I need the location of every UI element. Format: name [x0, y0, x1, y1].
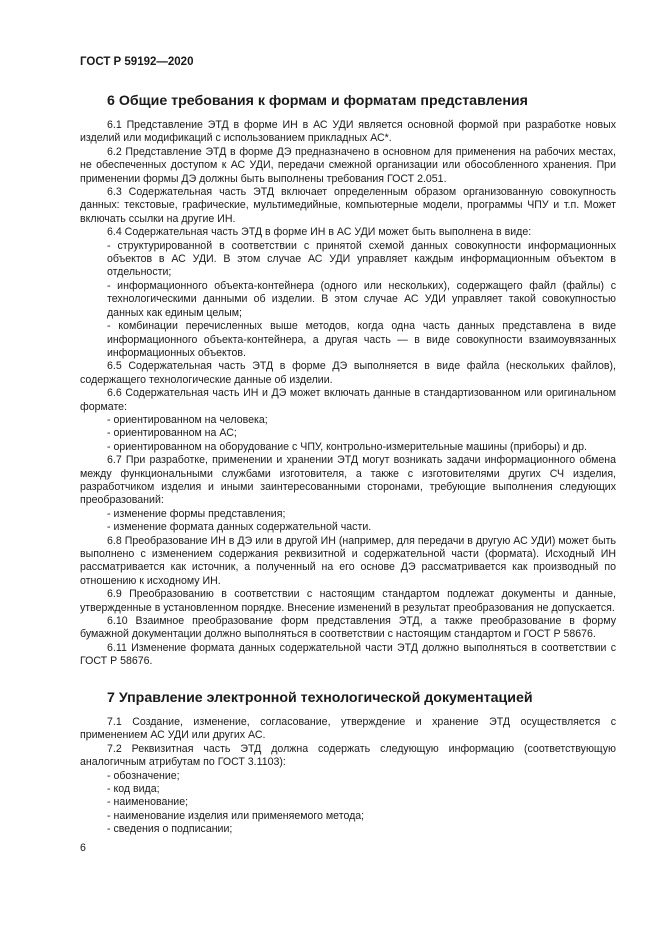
list-item: - ориентированном на человека; — [107, 413, 268, 426]
page-number: 6 — [80, 842, 86, 854]
list-item: - обозначение; — [107, 769, 180, 782]
document-code: ГОСТ Р 59192—2020 — [80, 56, 194, 68]
paragraph: 6.6 Содержательная часть ИН и ДЭ может включать данные в стандартизованном или оригинальном формате: — [80, 387, 616, 413]
list-item: - структурированной в соответствии с принятой схемой данных совокупности информационных объектов в АС УДИ. В этом случае АС УДИ управляет каждым информационным объектом в отдельности; — [107, 239, 616, 279]
list-item: - изменение формата данных содержательной части. — [107, 521, 372, 534]
list-item: - сведения о подписании; — [107, 823, 233, 836]
paragraph: 6.1 Представление ЭТД в форме ИН в АС УДИ является основной формой при разработке новых изделий или модификаций с использованием прикладных АС*. — [80, 119, 616, 145]
list-item: - код вида; — [107, 783, 160, 796]
section-6-body — [80, 119, 616, 669]
paragraph: 6.7 При разработке, применении и хранении ЭТД могут возникать задачи информационного обмена между функциональными службами изготовителя, а также с изготовителями других СЧ изделия, разработчиком изделия и иными заинтересованными сторонами, требующие выполнения следующих преобразований: — [80, 454, 616, 507]
section-6 — [80, 92, 616, 669]
paragraph: 6.8 Преобразование ИН в ДЭ или в другой ИН (например, для передачи в другую АС УДИ) может быть выполнено с изменением содержания реквизитной и содержательной части (формата). Исходный ИН рассматривается как источник, а полученный на его основе ДЭ рассматривается как производный по отношению к исходному ИН. — [80, 534, 616, 587]
list-item: - изменение формы представления; — [107, 507, 286, 520]
section-6-title: 6 Общие требования к формам и форматам представления — [107, 93, 528, 109]
paragraph: 6.11 Изменение формата данных содержательной части ЭТД должно выполняться в соответствии с ГОСТ Р 58676. — [80, 641, 616, 668]
paragraph: 7.1 Создание, изменение, согласование, утверждение и хранение ЭТД осуществляется с применением АС УДИ или других АС. — [80, 716, 616, 742]
paragraph: 6.5 Содержательная часть ЭТД в форме ДЭ выполняется в виде файла (нескольких файлов), содержащего технологические данные об изделии. — [80, 360, 616, 386]
list-item: - информационного объекта-контейнера (одного или нескольких), содержащего файл (файлы) с технологическими данными об изделии. В этом случае АС УДИ управляет такой совокупностью данных как единым целым; — [107, 279, 616, 319]
paragraph: 6.2 Представление ЭТД в форме ДЭ предназначено в основном для применения на рабочих местах, не обеспеченных доступом к АС УДИ, передачи смежной организации или обособленного хранения. При применении формы ДЭ должны быть выполнены требования ГОСТ 2.051. — [80, 145, 616, 185]
paragraph: 6.10 Взаимное преобразование форм представления ЭТД, а также преобразование в форму бумажной документации должно выполняться в соответствии с настоящим стандартом и ГОСТ Р 58676. — [80, 615, 616, 641]
paragraph: 7.2 Реквизитная часть ЭТД должна содержать следующую информацию (соответствующую аналогичным атрибутам по ГОСТ 3.1103): — [80, 742, 616, 769]
list-item: - ориентированном на оборудование с ЧПУ, контрольно-измерительные машины (приборы) и др. — [107, 440, 587, 453]
list-item: - ориентированном на АС; — [107, 427, 237, 440]
list-item: - наименование; — [107, 796, 189, 809]
section-7 — [80, 689, 616, 837]
section-7-body — [80, 716, 616, 837]
list-item: - наименование изделия или применяемого метода; — [107, 809, 365, 822]
paragraph: 6.4 Содержательная часть ЭТД в форме ИН в АС УДИ может быть выполнена в виде: — [107, 226, 532, 239]
paragraph: 6.9 Преобразованию в соответствии с настоящим стандартом подлежат документы и данные, утвержденные в установленном порядке. Внесение изменений в результат преобразования не допускается. — [80, 588, 616, 614]
list-item: - комбинации перечисленных выше методов, когда одна часть данных представлена в виде информационного объекта-контейнера, а другая часть — в виде совокупности взаимоувязанных информационных объектов. — [107, 320, 616, 359]
paragraph: 6.3 Содержательная часть ЭТД включает определенным образом организованную совокупность данных: текстовые, графические, мультимедийные, компьютерные модели, программы ЧПУ и т.п. Может включать ссылки на другие ИН. — [80, 186, 616, 225]
section-7-title: 7 Управление электронной технологической документацией — [107, 690, 533, 706]
